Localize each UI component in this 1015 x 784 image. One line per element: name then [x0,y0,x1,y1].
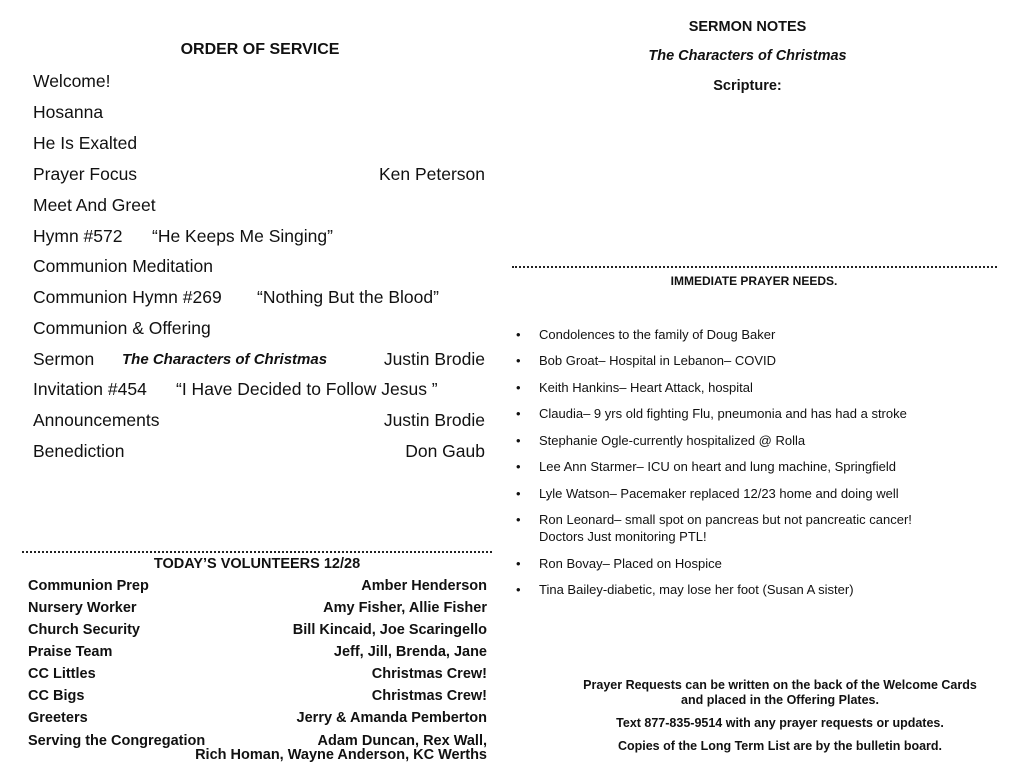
benediction-person: Don Gaub [405,441,485,461]
volunteers-divider [22,551,492,553]
order-of-service-title: ORDER OF SERVICE [180,41,340,58]
volunteer-role: Greeters [28,710,88,726]
volunteer-role: Communion Prep [28,578,149,594]
volunteer-names: Jeff, Jill, Brenda, Jane [333,644,487,660]
service-prayer-focus: Prayer Focus [33,164,138,184]
prayer-need-text: Bob Groat– Hospital in Lebanon– COVID [539,353,777,368]
bullet-icon: • [516,353,521,368]
bullet-icon: • [516,406,521,421]
volunteer-names: Adam Duncan, Rex Wall, [317,733,487,749]
footer-offering-plates: and placed in the Offering Plates. [681,693,879,707]
service-sermon: Sermon [33,349,95,369]
volunteer-role: Church Security [28,622,140,638]
footer-copies-line: Copies of the Long Term List are by the bulletin board. [617,739,943,753]
volunteer-role: CC Littles [28,666,96,682]
volunteer-role: Praise Team [28,644,113,660]
service-invitation: Invitation #454 [33,379,147,399]
prayer-need-text: Lyle Watson– Pacemaker replaced 12/23 home and doing well [539,486,899,501]
prayer-need-text: Lee Ann Starmer– ICU on heart and lung machine, Springfield [539,459,896,474]
volunteer-names: Bill Kincaid, Joe Scaringello [292,622,487,638]
prayer-need-text: Ron Leonard– small spot on pancreas but not pancreatic cancer! [539,512,912,527]
sermon-notes-subtitle: The Characters of Christmas [648,48,847,64]
prayer-need-text: Stephanie Ogle-currently hospitalized @ Rolla [539,433,806,448]
prayer-divider [512,266,997,268]
communion-hymn-song: “Nothing But the Blood” [257,287,439,307]
service-hymn: Hymn #572 [33,226,123,246]
service-benediction: Benediction [33,441,125,461]
volunteers-title: TODAY’S VOLUNTEERS 12/28 [153,556,361,572]
footer-prayer-requests: Prayer Requests can be written on the back of the Welcome Cards [583,678,977,692]
service-communion-meditation: Communion Meditation [33,256,213,276]
prayer-needs-title: IMMEDIATE PRAYER NEEDS. [670,274,838,288]
service-communion-hymn: Communion Hymn #269 [33,287,222,307]
sermon-person: Justin Brodie [383,349,485,369]
prayer-need-text: Doctors Just monitoring PTL! [539,529,707,544]
bullet-icon: • [516,459,521,474]
service-hosanna: Hosanna [33,102,104,122]
volunteer-role: Serving the Congregation [28,733,206,749]
volunteer-names: Christmas Crew! [371,666,487,682]
prayer-need-text: Tina Bailey-diabetic, may lose her foot (Susan A sister) [539,582,854,597]
prayer-focus-person: Ken Peterson [378,164,485,184]
bullet-icon: • [516,433,521,448]
volunteer-names-continued: Rich Homan, Wayne Anderson, KC Werths [195,747,487,763]
volunteer-names: Jerry & Amanda Pemberton [296,710,487,726]
prayer-need-text: Keith Hankins– Heart Attack, hospital [539,380,753,395]
prayer-need-text: Condolences to the family of Doug Baker [539,327,776,342]
bullet-icon: • [516,512,521,527]
service-meet-and-greet: Meet And Greet [33,195,156,215]
hymn-song: “He Keeps Me Singing” [152,226,333,246]
invitation-song: “I Have Decided to Follow Jesus ” [176,379,438,399]
service-communion-offering: Communion & Offering [33,318,211,338]
service-welcome: Welcome! [33,71,111,91]
sermon-title: The Characters of Christmas [122,351,328,368]
volunteer-role: CC Bigs [28,688,85,704]
sermon-notes-title: SERMON NOTES [688,19,807,35]
announcements-person: Justin Brodie [383,410,485,430]
bullet-icon: • [516,327,521,342]
bullet-icon: • [516,486,521,501]
volunteer-role: Nursery Worker [28,600,137,616]
service-he-is-exalted: He Is Exalted [33,133,138,153]
volunteer-names: Amy Fisher, Allie Fisher [323,600,487,616]
service-announcements: Announcements [33,410,160,430]
bullet-icon: • [516,582,521,597]
volunteer-names: Christmas Crew! [371,688,487,704]
volunteer-names: Amber Henderson [361,578,487,594]
footer-text-line: Text 877-835-9514 with any prayer requests or updates. [616,716,944,730]
scripture-label: Scripture: [713,78,782,94]
prayer-need-text: Ron Bovay– Placed on Hospice [539,556,722,571]
prayer-need-text: Claudia– 9 yrs old fighting Flu, pneumonia and has had a stroke [539,406,907,421]
bullet-icon: • [516,556,521,571]
bullet-icon: • [516,380,521,395]
